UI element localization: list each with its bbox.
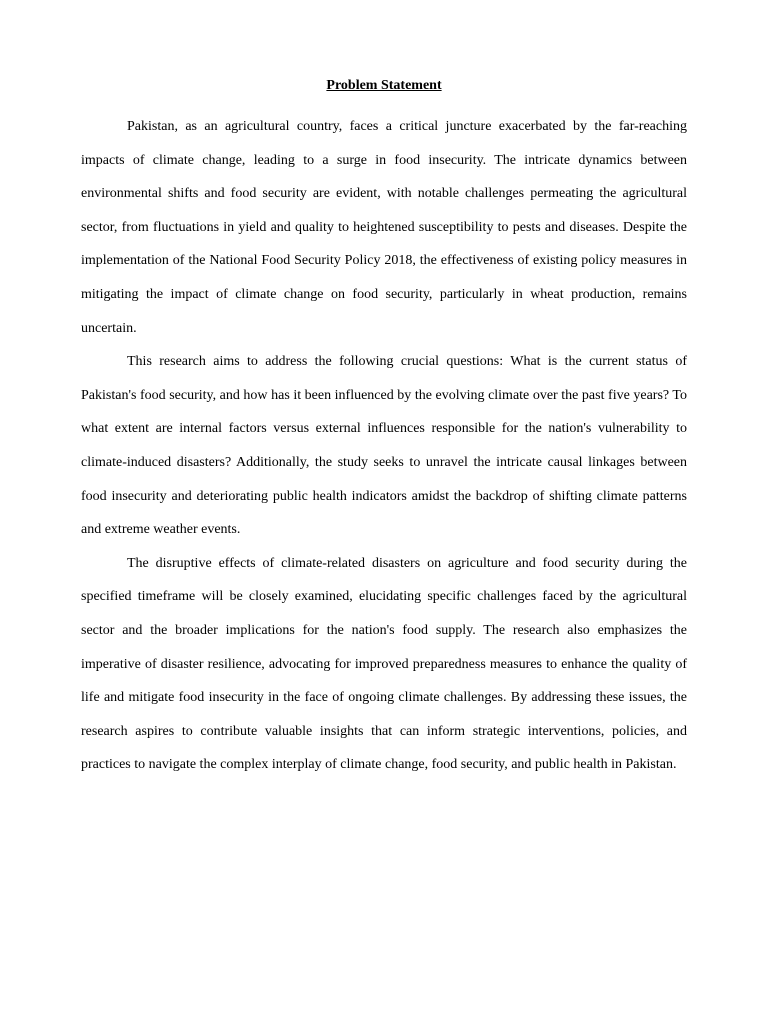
paragraph-1: Pakistan, as an agricultural country, faces a critical juncture exacerbated by the far-reaching impacts of climate change, leading to a surge in food insecurity. The intricate dynamics between environmental shifts and food security are evident, with notable challenges permeating the agricultural sector, from fluctuations in yield and quality to heightened susceptibility to pests and diseases. Despite the implementation of the National Food Security Policy 2018, the effectiveness of existing policy measures in mitigating the impact of climate change on food security, particularly in wheat production, remains uncertain. <box>81 119 687 336</box>
paragraph-3: The disruptive effects of climate-related disasters on agriculture and food security during the specified timeframe will be closely examined, elucidating specific challenges faced by the agricultural sector and the broader implications for the nation's food supply. The research also emphasizes the imperative of disaster resilience, advocating for improved preparedness measures to enhance the quality of life and mitigate food insecurity in the face of ongoing climate challenges. By addressing these issues, the research aspires to contribute valuable insights that can inform strategic interventions, policies, and practices to navigate the complex interplay of climate change, food security, and public health in Pakistan. <box>81 555 687 773</box>
paragraph-2: This research aims to address the following crucial questions: What is the current status of Pakistan's food security, and how has it been influenced by the evolving climate over the past five years? To what extent are internal factors versus external influences responsible for the nation's vulnerability to climate-induced disasters? Additionally, the study seeks to unravel the intricate causal linkages between food insecurity and deteriorating public health indicators amidst the backdrop of shifting climate patterns and extreme weather events. <box>81 354 687 538</box>
document-page <box>81 76 687 782</box>
document-title: Problem Statement <box>326 78 442 93</box>
